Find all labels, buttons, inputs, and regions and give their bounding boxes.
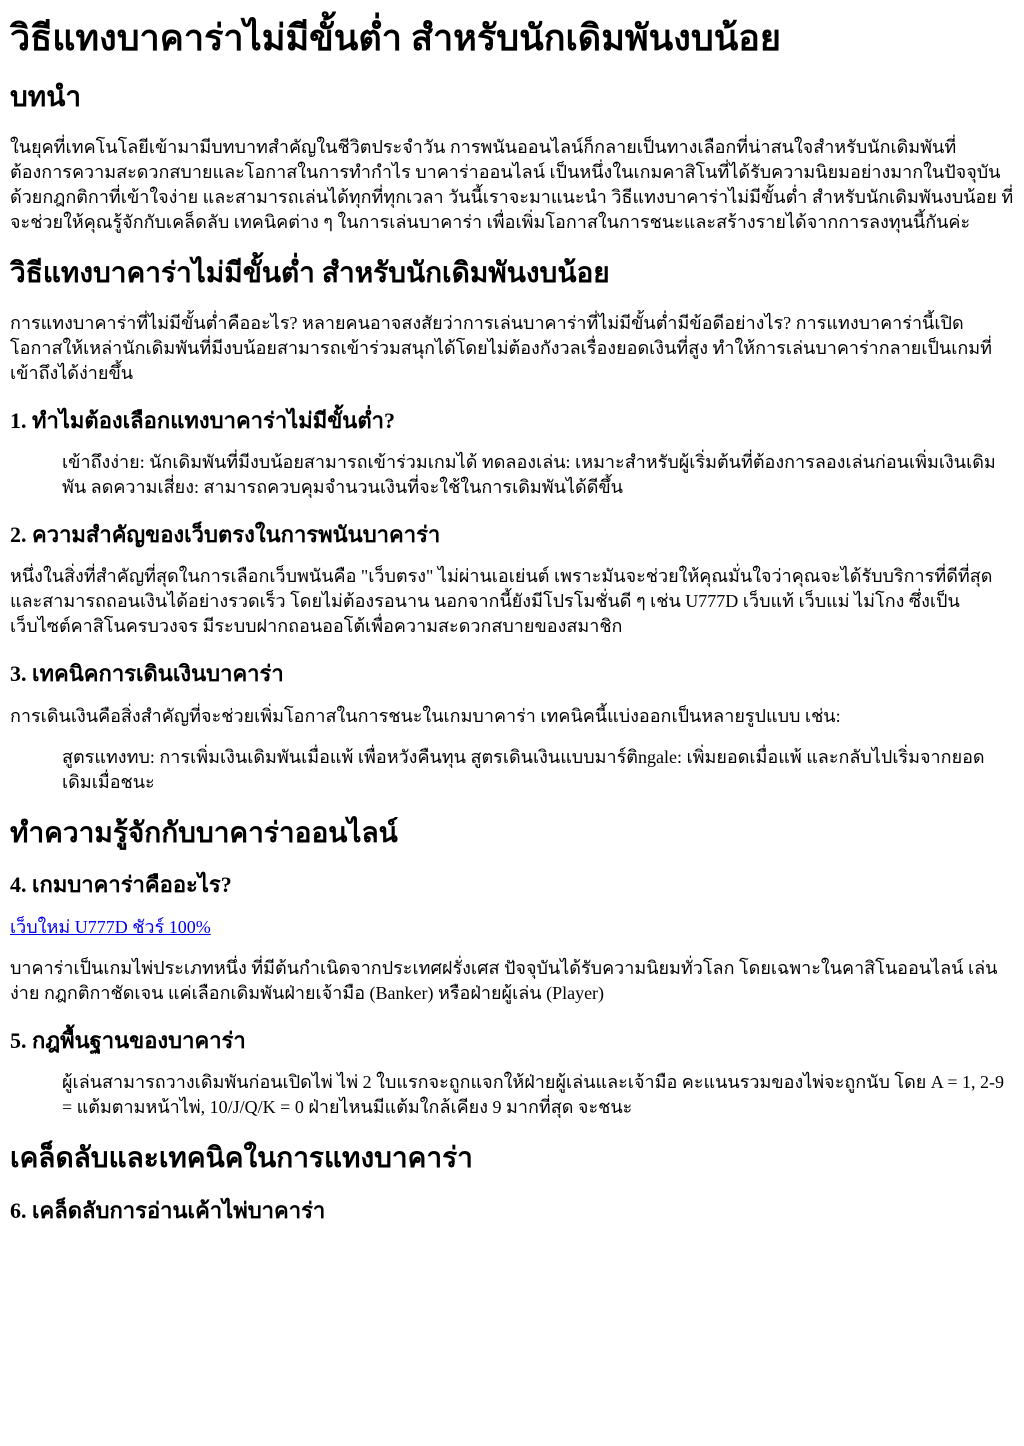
subheading-why-no-minimum: 1. ทำไมต้องเลือกแทงบาคาร่าไม่มีขั้นต่ำ? [10, 407, 395, 433]
indented-paragraph-why-no-minimum: เข้าถึงง่าย: นักเดิมพันที่มีงบน้อยสามารถเข้าร่วมเกมได้ ทดลองเล่น: เหมาะสำหรับผู้เริ่มต้นที่ต้องการลองเล่นก่อนเพิ่มเงินเดิมพัน ลดความเสี่ยง: สามารถควบคุมจำนวนเงินที่จะใช้ในการเดิมพันได้ดีขึ้น [62, 451, 996, 497]
subheading-money-management: 3. เทคนิคการเดินเงินบาคาร่า [10, 661, 284, 687]
paragraph-money-management: การเดินเงินคือสิ่งสำคัญที่จะช่วยเพิ่มโอกาสในการชนะในเกมบาคาร่า เทคนิคนี้แบ่งออกเป็นหลายรูปแบบ เช่น: [10, 705, 841, 726]
section-heading-online-baccarat: ทำความรู้จักกับบาคาร่าออนไลน์ [10, 817, 398, 849]
subheading-basic-rules: 5. กฎพื้นฐานของบาคาร่า [10, 1027, 246, 1053]
promo-link[interactable]: เว็บใหม่ U777D ชัวร์ 100% [10, 916, 211, 937]
paragraph-direct-website: หนึ่งในสิ่งที่สำคัญที่สุดในการเลือกเว็บพนันคือ "เว็บตรง" ไม่ผ่านเอเย่นต์ เพราะมันจะช่วยให้คุณมั่นใจว่าคุณจะได้รับบริการที่ดีที่สุด และสามารถถอนเงินได้อย่างรวดเร็ว โดยไม่ต้องรอนาน นอกจากนี้ยังมีโปรโมชั่นดี ๆ เช่น U777D เว็บแท้ เว็บแม่ ไม่โกง ซึ่งเป็นเว็บไซต์คาสิโนครบวงจร มีระบบฝากถอนออโต้เพื่อความสะดวกสบายของสมาชิก [10, 566, 993, 637]
link-paragraph [10, 915, 1014, 940]
intro-paragraph: ในยุคที่เทคโนโลยีเข้ามามีบทบาทสำคัญในชีวิตประจำวัน การพนันออนไลน์ก็กลายเป็นทางเลือกที่น่าสนใจสำหรับนักเดิมพันที่ต้องการความสะดวกสบายและโอกาสในการทำกำไร บาคาร่าออนไลน์ เป็นหนึ่งในเกมคาสิโนที่ได้รับความนิยมอย่างมากในปัจจุบัน ด้วยกฎกติกาที่เข้าใจง่าย และสามารถเล่นได้ทุกที่ทุกเวลา วันนี้เราจะมาแนะนำ วิธีแทงบาคาร่าไม่มีขั้นต่ำ สำหรับนักเดิมพันงบน้อย ที่จะช่วยให้คุณรู้จักกับเคล็ดลับ เทคนิคต่าง ๆ ในการเล่นบาคาร่า เพื่อเพิ่มโอกาสในการชนะและสร้างรายได้จากการลงทุนนี้กันค่ะ [10, 136, 1014, 232]
indented-paragraph-money-formulas: สูตรแทงทบ: การเพิ่มเงินเดิมพันเมื่อแพ้ เพื่อหวังคืนทุน สูตรเดินเงินแบบมาร์ติngale: เพิ่มยอดเมื่อแพ้ และกลับไปเริ่มจากยอดเดิมเมื่อชนะ [62, 746, 985, 792]
page-title: วิธีแทงบาคาร่าไม่มีขั้นต่ำ สำหรับนักเดิมพันงบน้อย [10, 18, 782, 58]
section-paragraph-betting-method: การแทงบาคาร่าที่ไม่มีขั้นต่ำคืออะไร? หลายคนอาจสงสัยว่าการเล่นบาคาร่าที่ไม่มีขั้นต่ำมีข้อดีอย่างไร? การแทงบาคาร่านี้เปิดโอกาสให้เหล่านักเดิมพันที่มีงบน้อยสามารถเข้าร่วมสนุกได้โดยไม่ต้องกังวลเรื่องยอดเงินที่สูง ทำให้การเล่นบาคาร่ากลายเป็นเกมที่เข้าถึงได้ง่ายขึ้น [10, 312, 993, 383]
subheading-reading-patterns: 6. เคล็ดลับการอ่านเค้าไพ่บาคาร่า [10, 1197, 326, 1223]
indented-paragraph-basic-rules: ผู้เล่นสามารถวางเดิมพันก่อนเปิดไพ่ ไพ่ 2 ใบแรกจะถูกแจกให้ฝ่ายผู้เล่นและเจ้ามือ คะแนนรวมของไพ่จะถูกนับ โดย A = 1, 2-9 = แต้มตามหน้าไพ่, 10/J/Q/K = 0 ฝ่ายไหนมีแต้มใกล้เคียง 9 มากที่สุด จะชนะ [62, 1072, 1004, 1118]
subheading-direct-website: 2. ความสำคัญของเว็บตรงในการพนันบาคาร่า [10, 521, 441, 547]
paragraph-what-is-baccarat: บาคาร่าเป็นเกมไพ่ประเภทหนึ่ง ที่มีต้นกำเนิดจากประเทศฝรั่งเศส ปัจจุบันได้รับความนิยมทั่วโลก โดยเฉพาะในคาสิโนออนไลน์ เล่นง่าย กฎกติกาชัดเจน แค่เลือกเดิมพันฝ่ายเจ้ามือ (Banker) หรือฝ่ายผู้เล่น (Player) [10, 957, 998, 1003]
subheading-what-is-baccarat: 4. เกมบาคาร่าคืออะไร? [10, 872, 232, 898]
section-heading-tips: เคล็ดลับและเทคนิคในการแทงบาคาร่า [10, 1143, 473, 1175]
intro-heading: บทนำ [10, 82, 82, 114]
section-heading-betting-method: วิธีแทงบาคาร่าไม่มีขั้นต่ำ สำหรับนักเดิมพันงบน้อย [10, 257, 610, 289]
